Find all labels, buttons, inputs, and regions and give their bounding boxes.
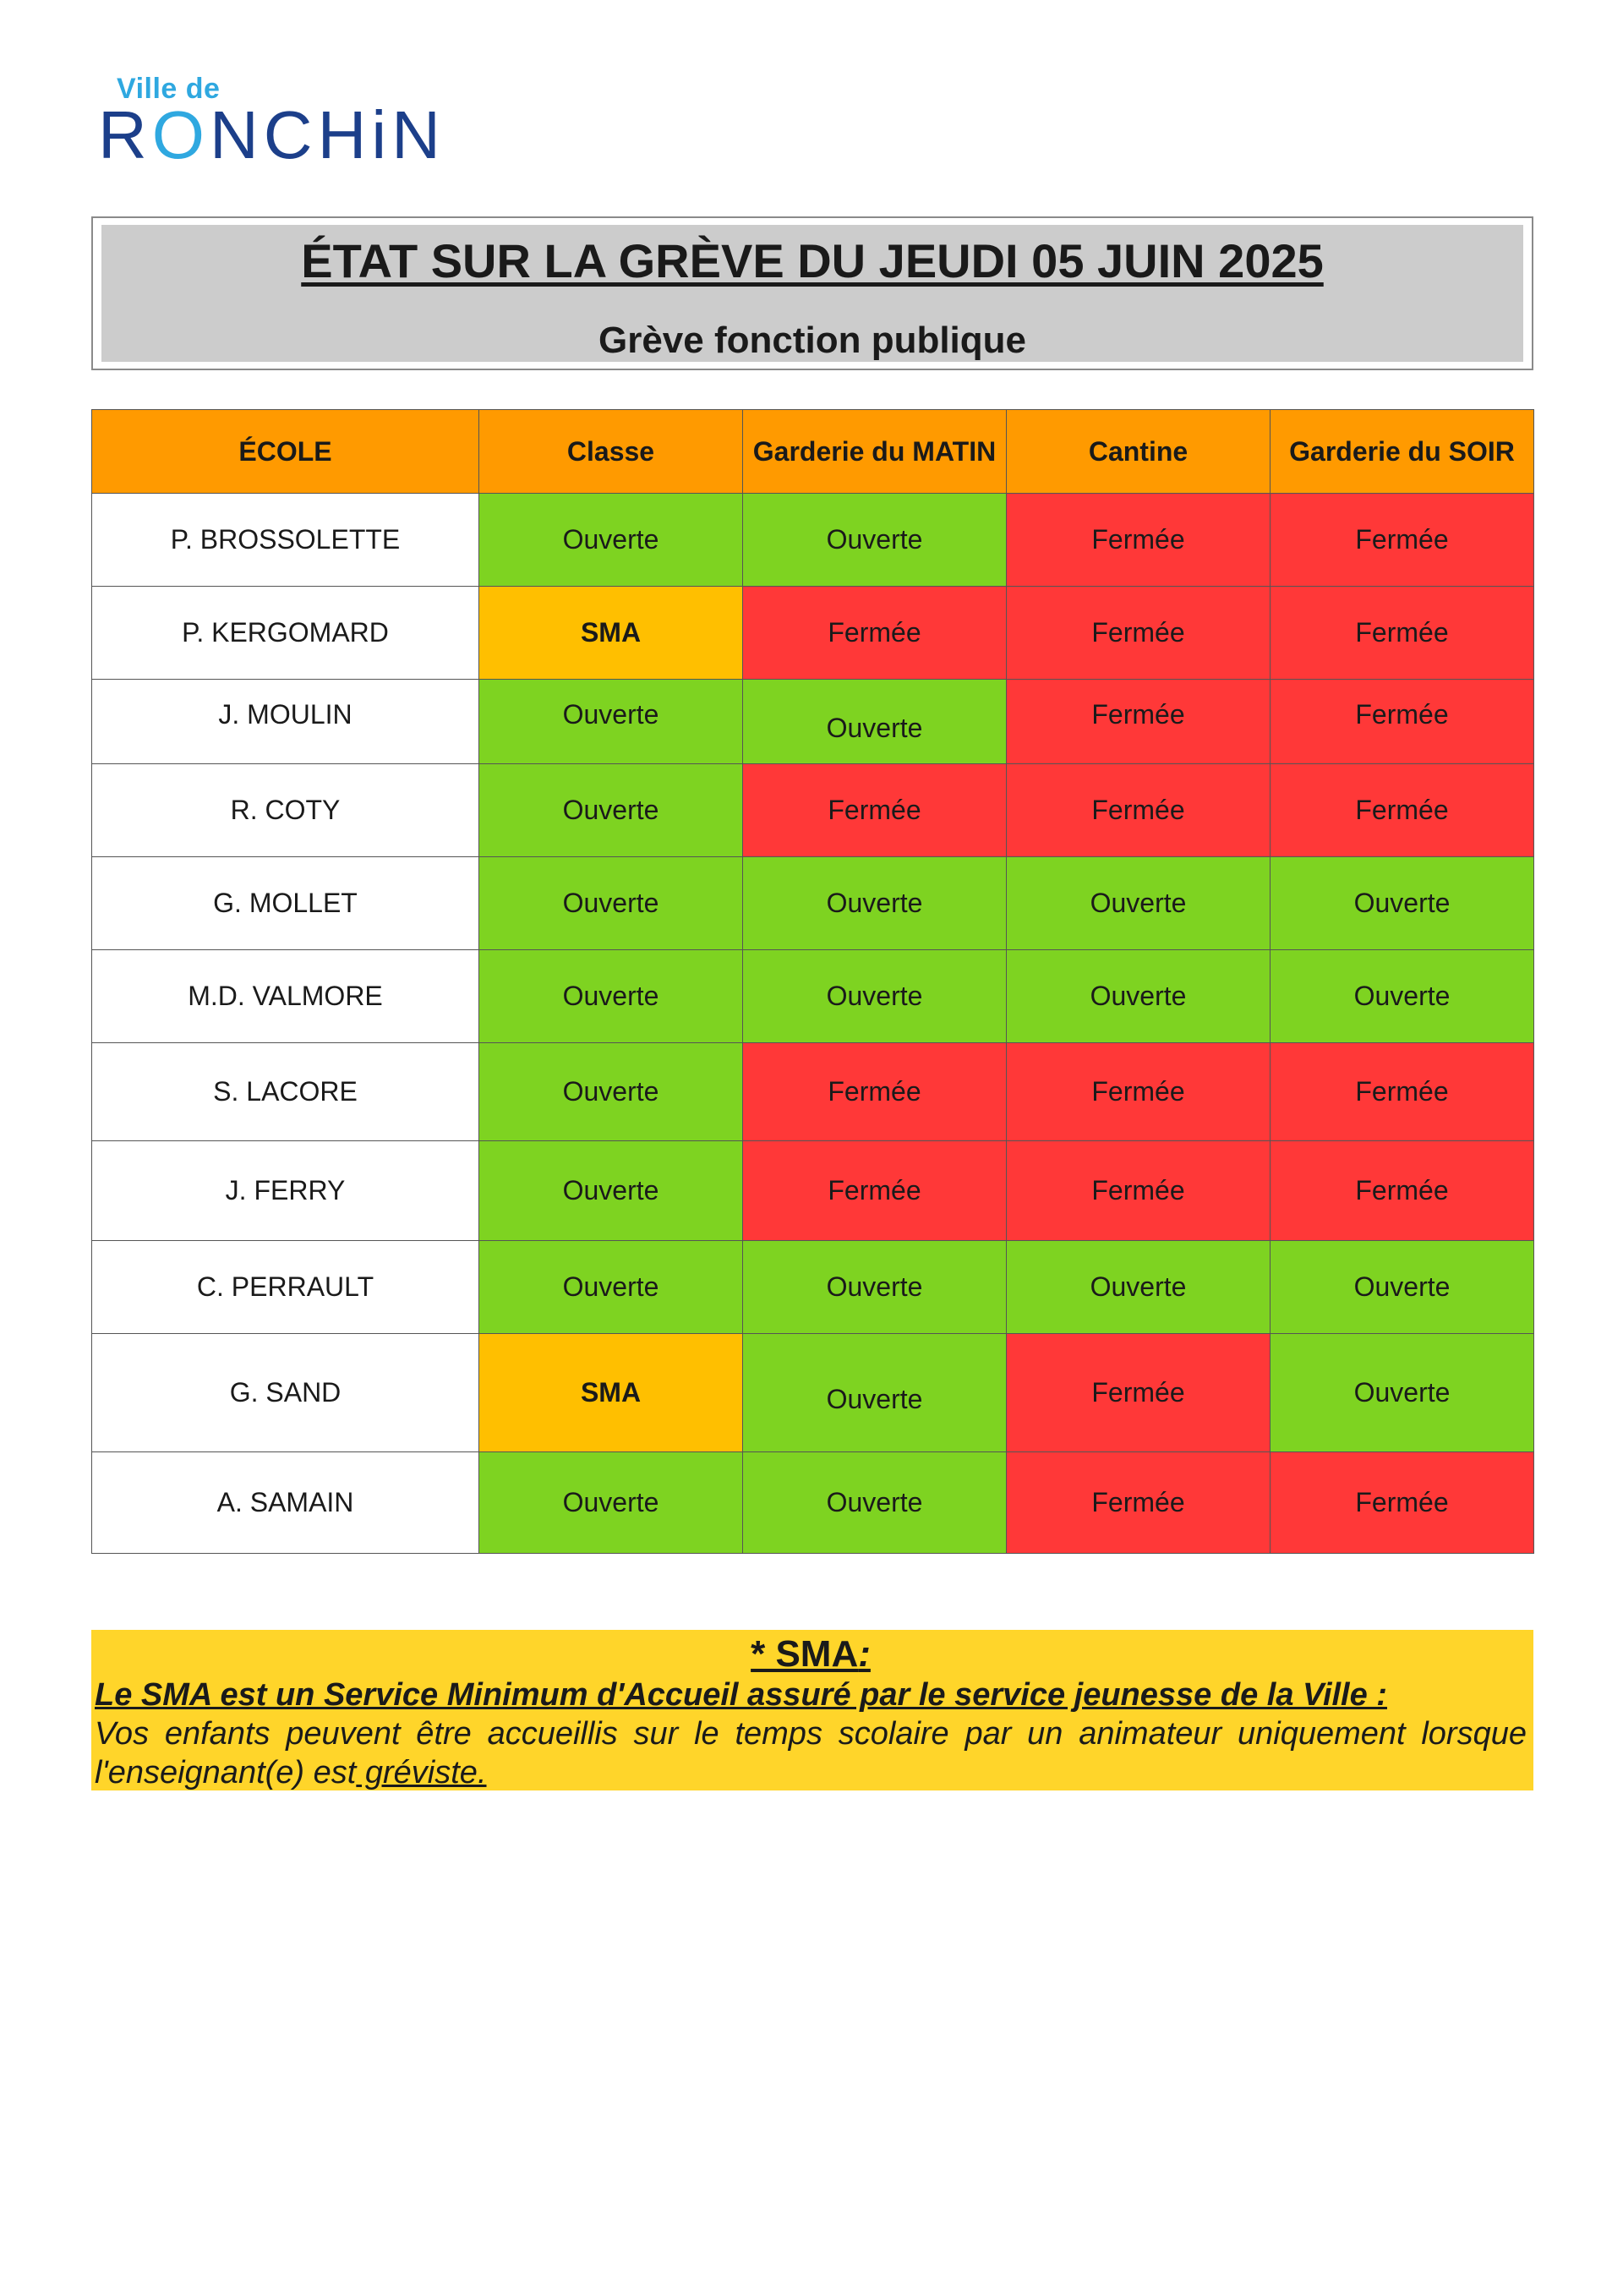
table-row [92,1043,1534,1141]
school-name: P. BROSSOLETTE [92,494,479,587]
ronchin-logo [98,73,445,172]
logo-ville-de: Ville de [117,73,221,105]
status-cell: Fermée [743,764,1007,857]
status-cell: Fermée [1007,1334,1271,1452]
sma-note [91,1630,1533,1790]
status-cell: Ouverte [743,1241,1007,1334]
header-cantine: Cantine [1007,410,1271,494]
status-cell: Fermée [1271,587,1534,680]
status-cell: Ouverte [743,1452,1007,1554]
status-cell: Ouverte [1007,857,1271,950]
school-name: A. SAMAIN [92,1452,479,1554]
status-cell: Ouverte [1271,1334,1534,1452]
page-title: ÉTAT SUR LA GRÈVE DU JEUDI 05 JUIN 2025 [301,234,1324,287]
table-row [92,1334,1534,1452]
header-classe: Classe [479,410,743,494]
status-cell: Ouverte [479,680,743,764]
table-header-row [92,410,1534,494]
school-name: G. SAND [92,1334,479,1452]
table-row [92,680,1534,764]
status-cell: Fermée [1007,494,1271,587]
school-name: C. PERRAULT [92,1241,479,1334]
status-cell: Ouverte [743,494,1007,587]
status-cell: Fermée [1271,680,1534,764]
status-cell: Ouverte [479,1141,743,1241]
table-row [92,857,1534,950]
table-row [92,1452,1534,1554]
school-name: G. MOLLET [92,857,479,950]
status-cell: Ouverte [479,950,743,1043]
school-name: R. COTY [92,764,479,857]
status-cell: Ouverte [479,764,743,857]
table-row [92,950,1534,1043]
status-cell: Fermée [1271,1043,1534,1141]
status-cell: Ouverte [479,1452,743,1554]
status-cell: Fermée [743,1141,1007,1241]
table-row [92,1141,1534,1241]
status-cell: Ouverte [479,857,743,950]
status-cell: Fermée [1007,1043,1271,1141]
school-name: J. MOULIN [92,680,479,764]
status-cell: Ouverte [743,950,1007,1043]
status-cell: Ouverte [1271,857,1534,950]
status-cell: Fermée [1271,764,1534,857]
status-cell: Ouverte [743,857,1007,950]
school-name: S. LACORE [92,1043,479,1141]
status-cell: Fermée [1271,1141,1534,1241]
school-name: P. KERGOMARD [92,587,479,680]
status-cell: Ouverte [1007,950,1271,1043]
status-cell: Fermée [1007,587,1271,680]
status-cell: Fermée [1271,1452,1534,1554]
status-cell: Ouverte [479,1043,743,1141]
status-cell: Ouverte [1007,1241,1271,1334]
status-cell: Ouverte [1271,1241,1534,1334]
header-garderie-soir: Garderie du SOIR [1271,410,1534,494]
sma-note-explanation: Vos enfants peuvent être accueillis sur le temps scolaire par un animateur uniquement lorsque l'enseignant(e) est gréviste. [95,1716,1527,1790]
status-cell: Ouverte [479,494,743,587]
status-cell: Fermée [1007,764,1271,857]
table-row [92,764,1534,857]
status-cell: Fermée [743,1043,1007,1141]
status-cell: SMA [479,587,743,680]
table-row [92,494,1534,587]
logo-ronchin-wordmark: RONCHiN [98,97,445,172]
school-name: J. FERRY [92,1141,479,1241]
status-cell: Fermée [1271,494,1534,587]
status-cell: Fermée [1007,1452,1271,1554]
header-garderie-matin: Garderie du MATIN [743,410,1007,494]
status-cell: Ouverte [479,1241,743,1334]
title-box [91,216,1533,370]
strike-status-table [91,409,1534,1554]
page-subtitle: Grève fonction publique [598,320,1027,361]
status-cell: Fermée [1007,680,1271,764]
table-row [92,1241,1534,1334]
status-cell: SMA [479,1334,743,1452]
status-cell: Ouverte [743,680,1007,764]
sma-note-definition: Le SMA est un Service Minimum d'Accueil assuré par le service jeunesse de la Ville : [95,1677,1387,1713]
status-cell: Fermée [1007,1141,1271,1241]
status-cell: Fermée [743,587,1007,680]
table-row [92,587,1534,680]
sma-note-heading: * SMA: [751,1633,871,1675]
status-cell: Ouverte [743,1334,1007,1452]
header-ecole: ÉCOLE [92,410,479,494]
school-name: M.D. VALMORE [92,950,479,1043]
status-cell: Ouverte [1271,950,1534,1043]
